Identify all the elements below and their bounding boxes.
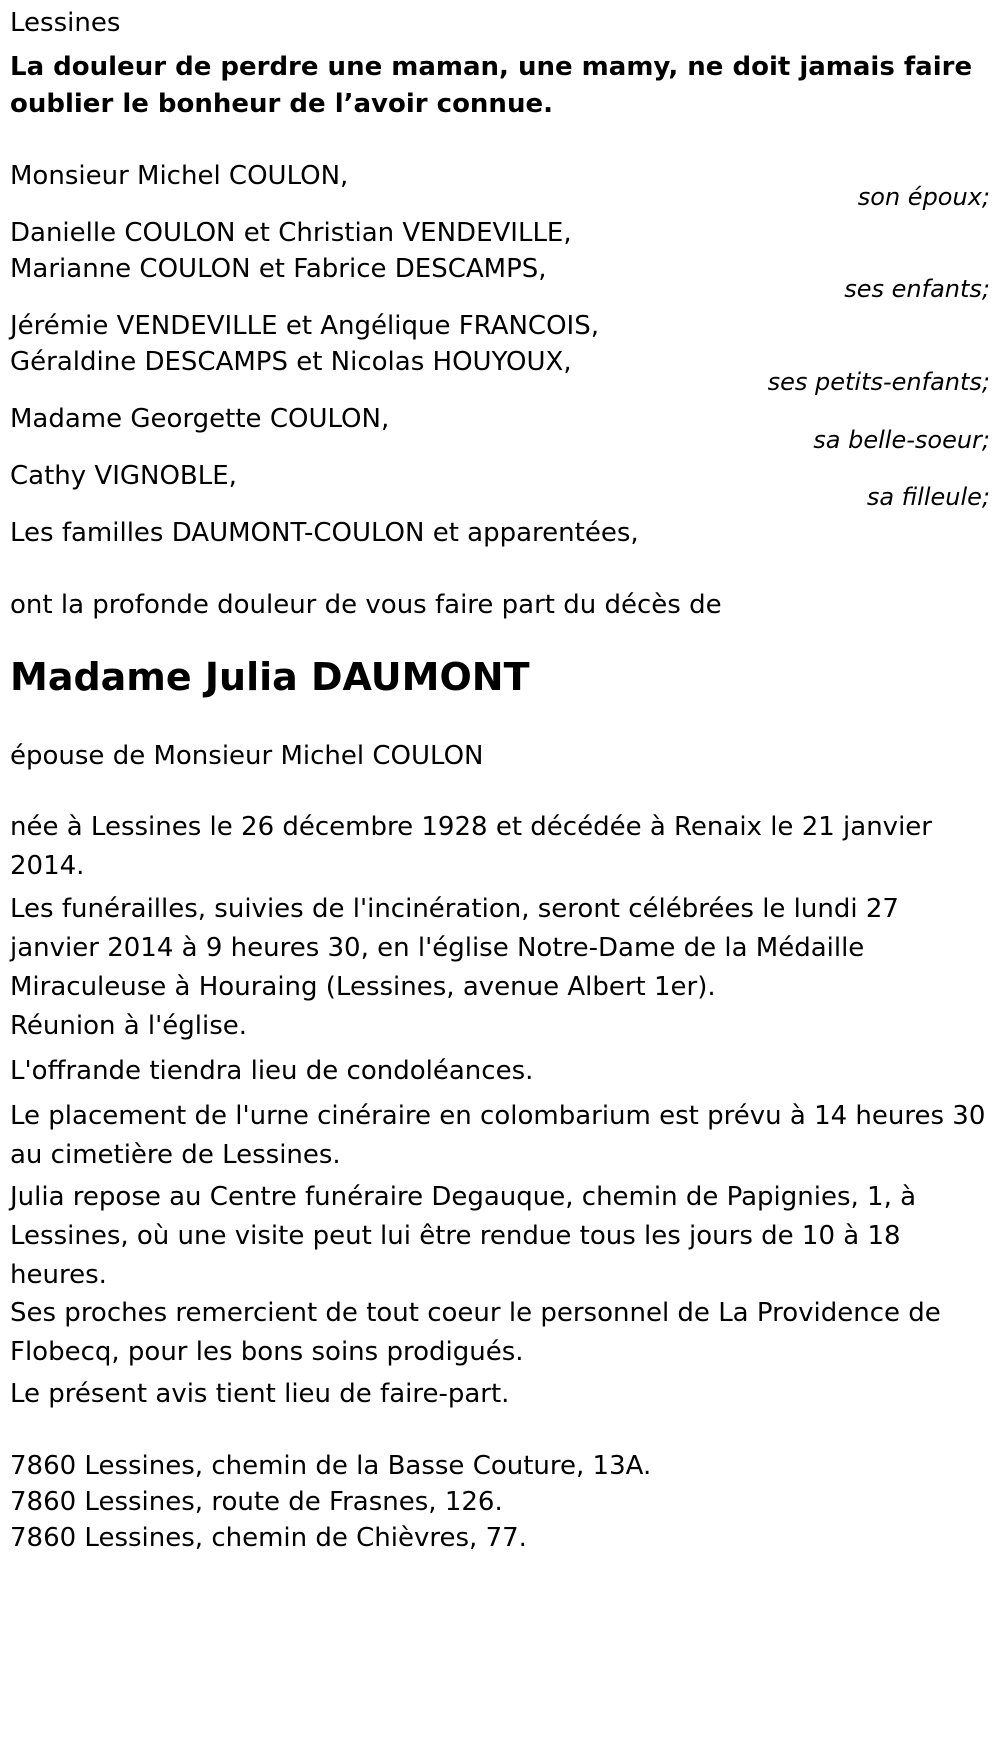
husband-role: son époux; (857, 183, 990, 211)
husband-name: Monsieur Michel COULON, (10, 161, 349, 191)
child-1-name: Danielle COULON et Christian VENDEVILLE, (10, 218, 572, 248)
notice-paragraph: Le présent avis tient lieu de faire-part. (10, 1379, 510, 1409)
birth-death-paragraph: née à Lessines le 26 décembre 1928 et décédée à Renaix le 21 janvier 2014. (10, 812, 932, 881)
meeting-paragraph: Réunion à l'église. (10, 1011, 248, 1041)
goddaughter-role: sa filleule; (866, 483, 990, 511)
sister-in-law-role: sa belle-soeur; (813, 426, 990, 454)
grandchild-2-name: Géraldine DESCAMPS et Nicolas HOUYOUX, (10, 347, 572, 377)
announcement-line: ont la profonde douleur de vous faire part du décès de (10, 590, 722, 620)
deceased-name: Madame Julia DAUMONT (10, 655, 530, 699)
address-1: 7860 Lessines, chemin de la Basse Couture, 13A. (10, 1451, 652, 1481)
goddaughter-name: Cathy VIGNOBLE, (10, 461, 237, 491)
sister-in-law-name: Madame Georgette COULON, (10, 404, 390, 434)
city-label: Lessines (10, 8, 121, 38)
funeral-paragraph: Les funérailles, suivies de l'incinération, seront célébrées le lundi 27 janvier 2014 à 9 heures 30, en l'église Notre-Dame de la Médaille Miraculeuse à Houraing (Lessines, avenue Albert 1er). (10, 894, 899, 1002)
grandchild-1-name: Jérémie VENDEVILLE et Angélique FRANCOIS, (10, 311, 599, 341)
children-role: ses enfants; (844, 275, 990, 303)
address-3: 7860 Lessines, chemin de Chièvres, 77. (10, 1523, 527, 1553)
spouse-line: épouse de Monsieur Michel COULON (10, 741, 484, 771)
rest-paragraph: Julia repose au Centre funéraire Degauque, chemin de Papignies, 1, à Lessines, où une visite peut lui être rendue tous les jours de 10 à 18 heures. (10, 1182, 917, 1290)
families-line: Les familles DAUMONT-COULON et apparentées, (10, 518, 639, 548)
quote-line-1: La douleur de perdre une maman, une mamy, ne doit jamais faire (10, 52, 973, 82)
offering-paragraph: L'offrande tiendra lieu de condoléances. (10, 1056, 534, 1086)
grandchildren-role: ses petits-enfants; (767, 368, 990, 396)
child-2-name: Marianne COULON et Fabrice DESCAMPS, (10, 254, 547, 284)
quote-line-2: oublier le bonheur de l’avoir connue. (10, 89, 553, 119)
thanks-paragraph: Ses proches remercient de tout coeur le personnel de La Providence de Flobecq, pour les bons soins prodigués. (10, 1298, 941, 1367)
address-2: 7860 Lessines, route de Frasnes, 126. (10, 1487, 503, 1517)
urn-paragraph: Le placement de l'urne cinéraire en colombarium est prévu à 14 heures 30 au cimetière de Lessines. (10, 1101, 986, 1170)
